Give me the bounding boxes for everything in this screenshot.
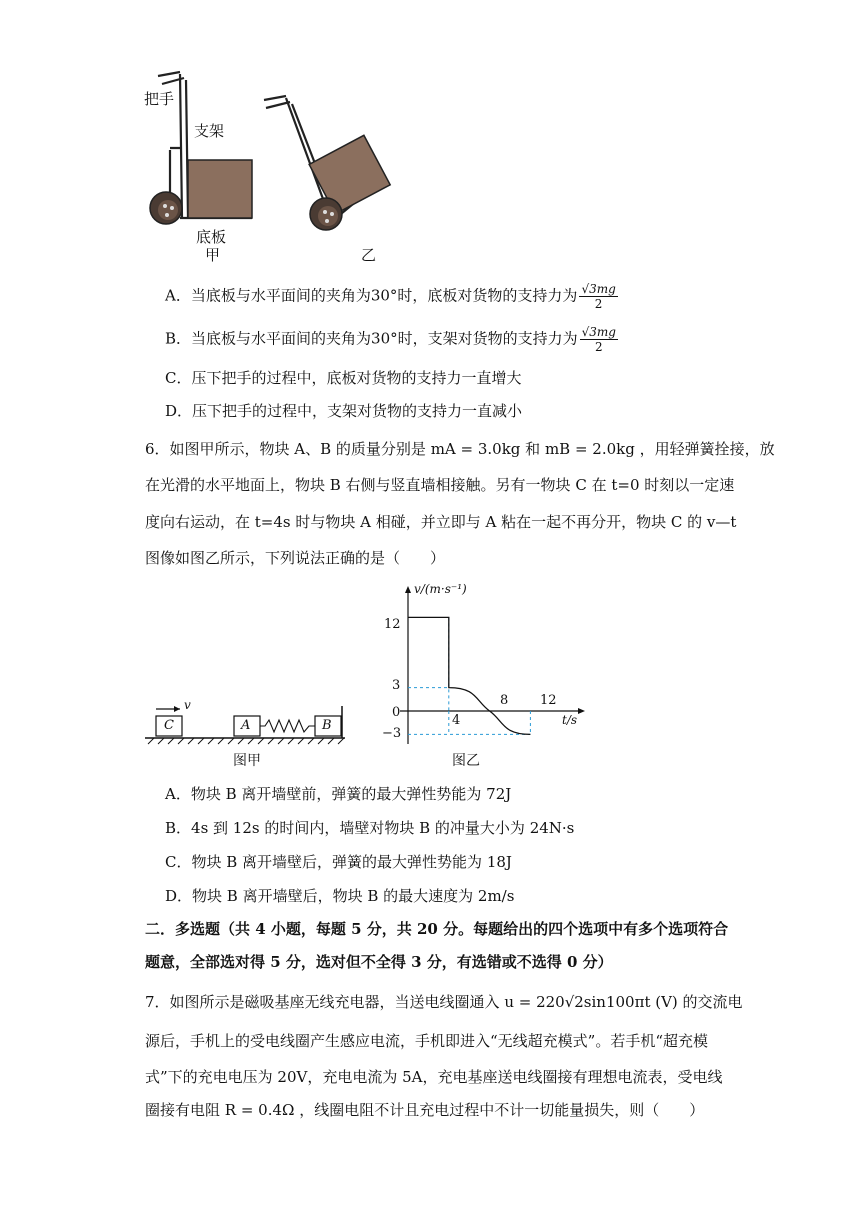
q7-line-1: 7．如图所示是磁吸基座无线充电器，当送电线圈通入 u = 220√2sin100πt (V) 的交流电 — [145, 993, 743, 1011]
q7-line-2: 源后，手机上的受电线圈产生感应电流，手机即进入“无线超充模式”。若手机“超充模 — [145, 1032, 709, 1050]
block-b-label: B — [322, 718, 332, 733]
caption-yi: 乙 — [361, 246, 377, 264]
q6-option-b: B．4s 到 12s 的时间内，墙壁对物块 B 的冲量大小为 24N·s — [165, 819, 575, 837]
q6-option-d: D．物块 B 离开墙壁后，物块 B 的最大速度为 2m/s — [165, 887, 515, 905]
section2-line-2: 题意，全部选对得 5 分，选对但不全得 3 分，有选错或不选得 0 分） — [145, 953, 613, 971]
section2-line-1: 二．多选题（共 4 小题，每题 5 分，共 20 分。每题给出的四个选项中有多个选项符合 — [145, 920, 729, 938]
caption-tu-yi: 图乙 — [452, 753, 480, 769]
label-base: 底板 — [196, 228, 227, 246]
y-tick-12: 12 — [384, 617, 401, 632]
q7-line-3: 式”下的充电电压为 20V，充电电流为 5A，充电基座送电线圈接有理想电流表，受电线 — [145, 1068, 723, 1086]
q6-line-2: 在光滑的水平地面上，物块 B 右侧与竖直墙相接触。另有一物块 C 在 t=0 时刻以一定速 — [145, 476, 735, 494]
q5-option-d: D．压下把手的过程中，支架对货物的支持力一直减小 — [165, 402, 523, 420]
series-line — [408, 617, 530, 734]
block-a-label: A — [241, 718, 251, 733]
q5-option-c: C．压下把手的过程中，底板对货物的支持力一直增大 — [165, 369, 522, 387]
hand-truck-figure — [140, 68, 440, 268]
y-tick-minus-3: −3 — [382, 726, 402, 741]
x-tick-12: 12 — [540, 693, 557, 708]
caption-tu-jia: 图甲 — [233, 753, 261, 769]
q5-option-b: B．当底板与水平面间的夹角为30°时，支架对货物的支持力为 $\frac{√3mg}{2}$ — [165, 325, 616, 354]
q7-line-4: 圈接有电阻 R = 0.4Ω ，线圈电阻不计且充电过程中不计一切能量损失，则（ ） — [145, 1101, 705, 1119]
q6-line-3: 度向右运动，在 t=4s 时与物块 A 相碰，并立即与 A 粘在一起不再分开，物块 C 的 v—t — [145, 513, 737, 531]
q5-option-a: A．当底板与水平面间的夹角为30°时，底板对货物的支持力为 $\frac{√3mg}{2}$ — [165, 282, 616, 311]
y-tick-0: 0 — [392, 705, 401, 720]
label-handle: 把手 — [144, 90, 175, 108]
y-tick-3: 3 — [392, 678, 401, 693]
blocks-figure — [140, 698, 360, 773]
y-axis-label: v/(m·s⁻¹) — [414, 582, 467, 596]
vt-chart — [380, 582, 600, 772]
x-axis-label: t/s — [562, 713, 578, 727]
hand-truck-illustration — [140, 68, 440, 268]
caption-jia: 甲 — [205, 246, 221, 264]
q6-option-c: C．物块 B 离开墙壁后，弹簧的最大弹性势能为 18J — [165, 853, 512, 871]
x-tick-8: 8 — [500, 693, 509, 708]
arrow-v-label: v — [184, 698, 191, 712]
vt-chart-svg — [380, 582, 600, 772]
q6-option-a: A．物块 B 离开墙壁前，弹簧的最大弹性势能为 72J — [165, 785, 512, 803]
block-c-label: C — [164, 718, 174, 733]
x-tick-4: 4 — [452, 713, 461, 728]
q6-line-1: 6．如图甲所示，物块 A、B 的质量分别是 mA = 3.0kg 和 mB = 2.0kg ，用轻弹簧拴接，放 — [145, 440, 775, 458]
label-bracket: 支架 — [194, 122, 225, 140]
q6-line-4: 图像如图乙所示，下列说法正确的是（ ） — [145, 549, 446, 567]
